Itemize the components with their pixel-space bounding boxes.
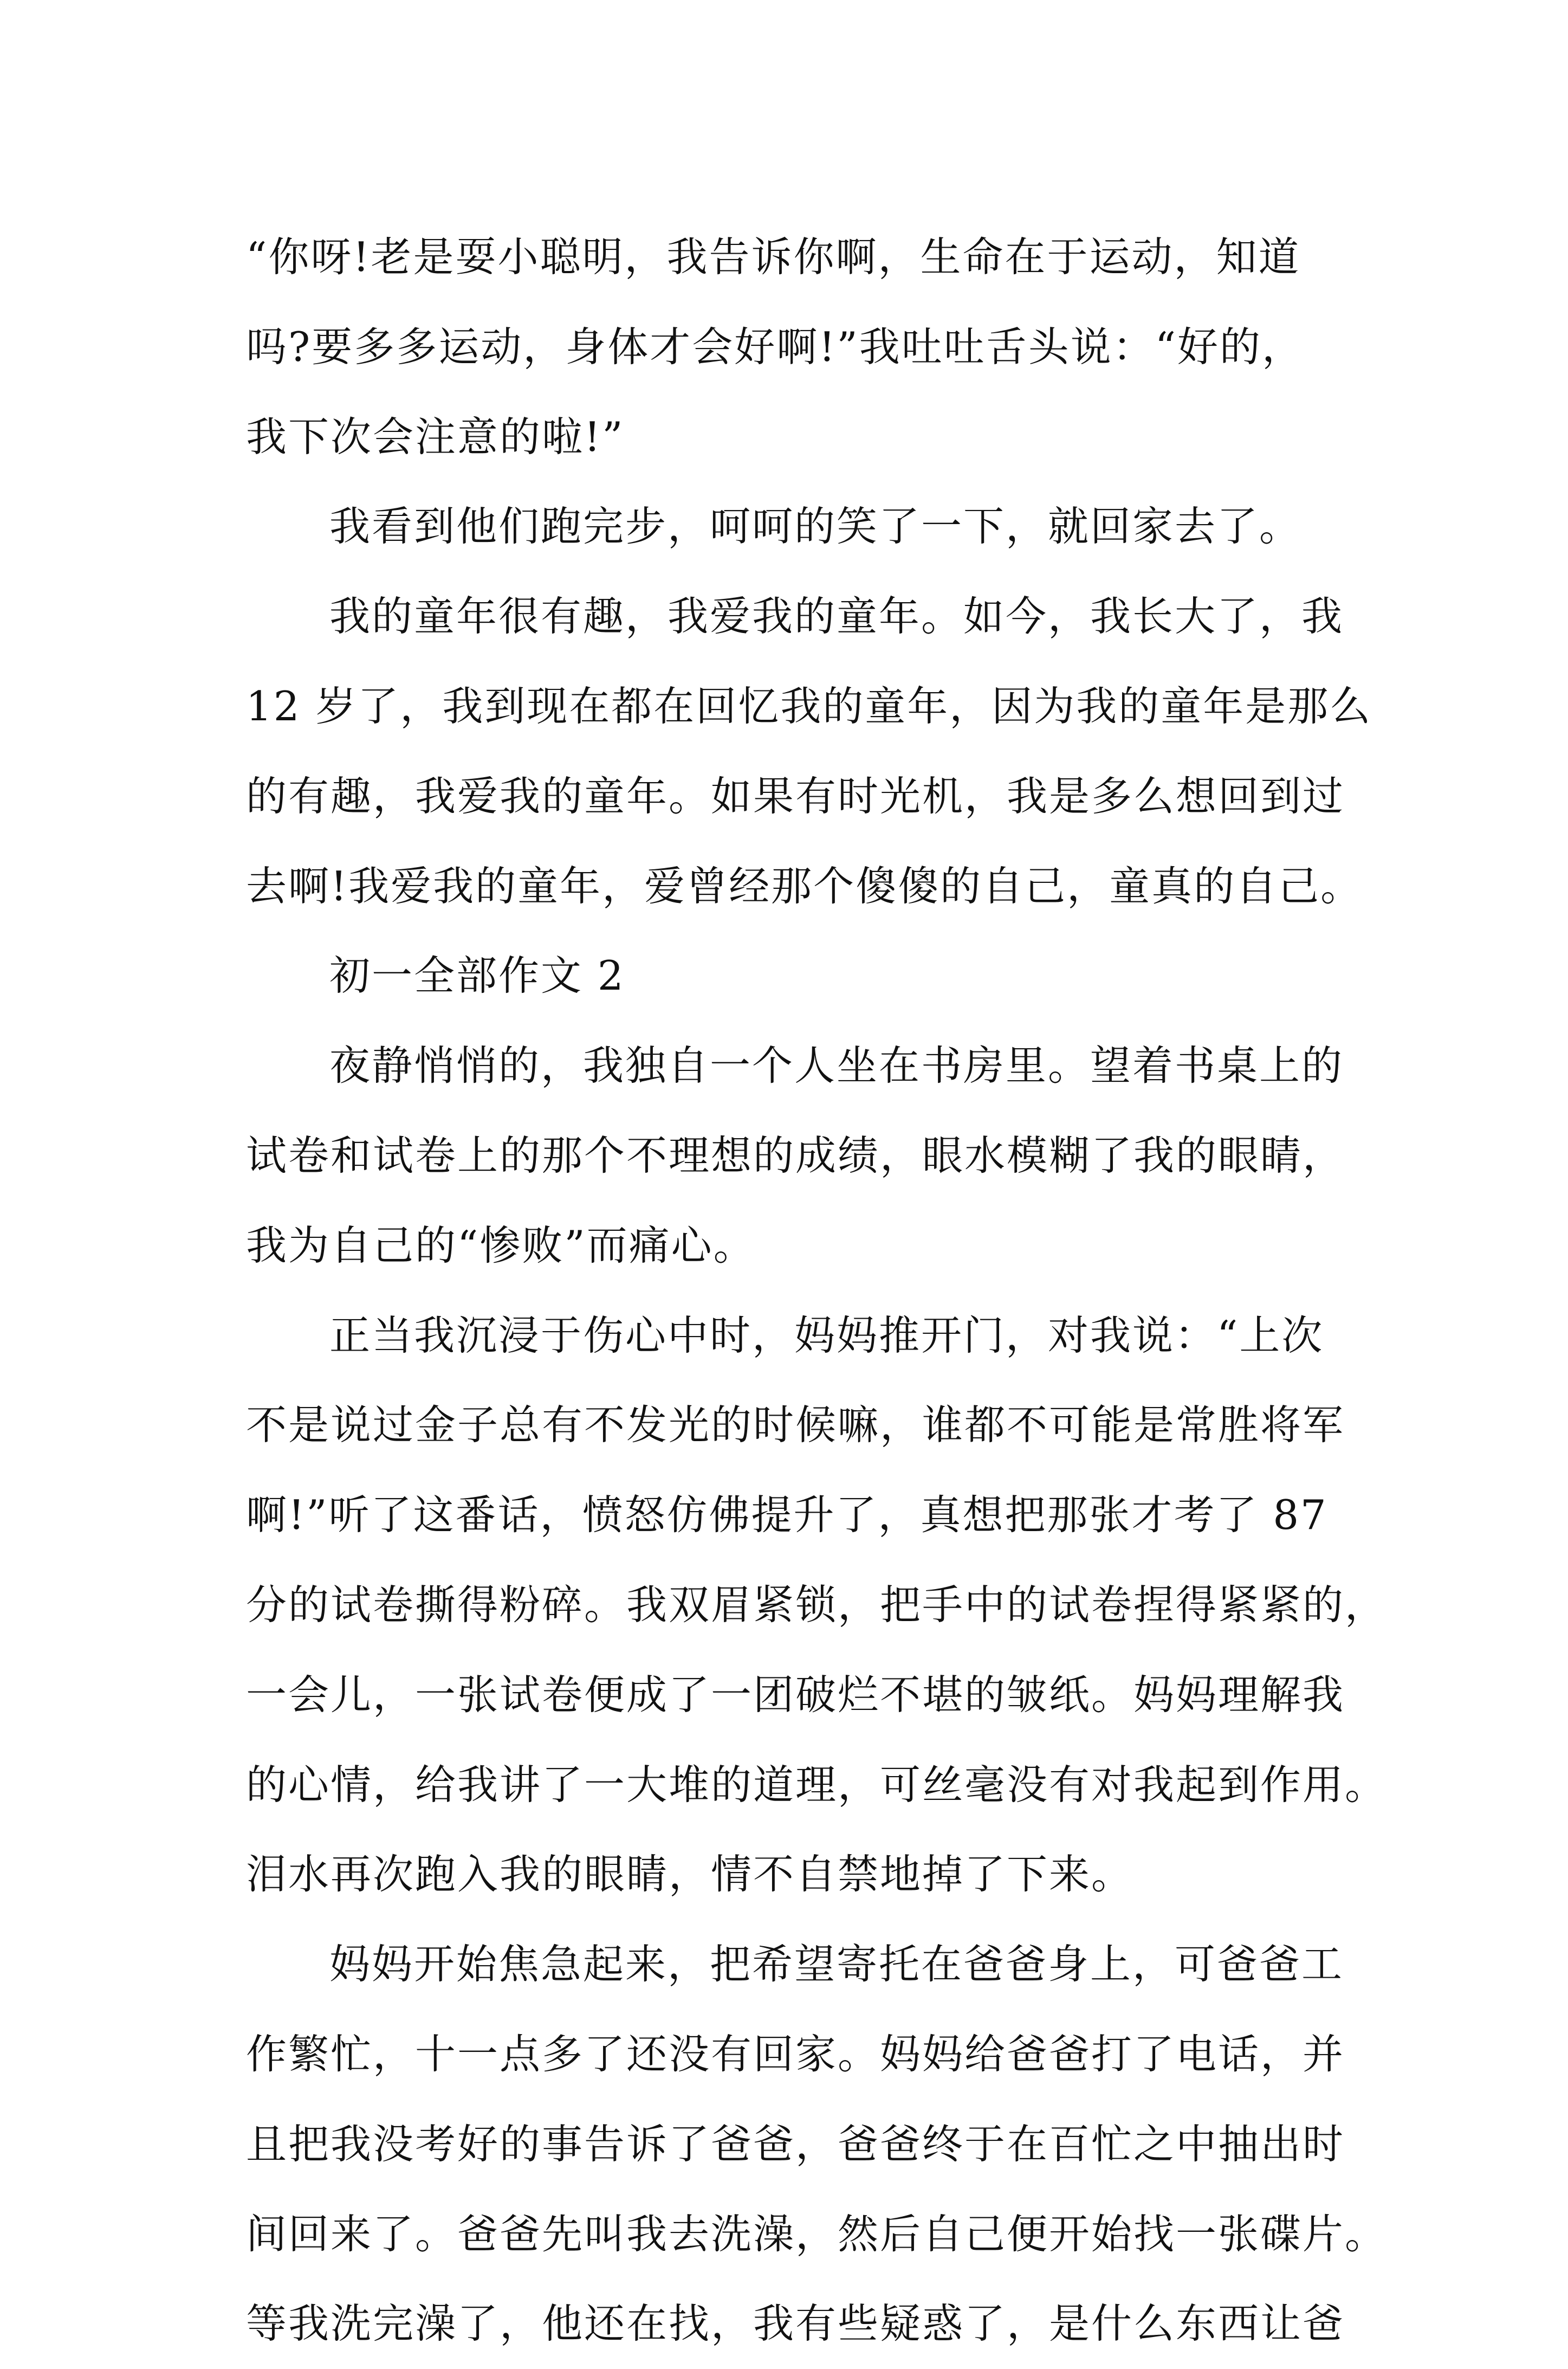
text-line: 正当我沉浸于伤心中时，妈妈推开门，对我说：“上次 <box>329 1311 1324 1359</box>
document-body <box>246 212 1388 2369</box>
text-line: 的心情，给我讲了一大堆的道理，可丝毫没有对我起到作用。 <box>246 1760 1388 1809</box>
text-line: 夜静悄悄的，我独自一个人坐在书房里。望着书桌上的 <box>329 1042 1344 1090</box>
text-line: 妈妈开始焦急起来，把希望寄托在爸爸身上，可爸爸工 <box>329 1940 1344 1989</box>
text-line: 我下次会注意的啦!” <box>246 412 625 461</box>
text-line: 分的试卷撕得粉碎。我双眉紧锁，把手中的试卷捏得紧紧的， <box>246 1580 1388 1629</box>
text-line: 作繁忙，十一点多了还没有回家。妈妈给爸爸打了电话，并 <box>246 2030 1345 2078</box>
text-line: 我看到他们跑完步，呵呵的笑了一下，就回家去了。 <box>329 502 1302 551</box>
text-line: 不是说过金子总有不发光的时候嘛，谁都不可能是常胜将军 <box>246 1401 1345 1449</box>
text-line: 我的童年很有趣，我爱我的童年。如今，我长大了，我 <box>329 592 1344 641</box>
text-line: 且把我没考好的事告诉了爸爸，爸爸终于在百忙之中抽出时 <box>246 2120 1345 2168</box>
text-line: 啊!”听了这番话，愤怒仿佛提升了，真想把那张才考了 87 <box>246 1491 1328 1539</box>
text-line: 等我洗完澡了，他还在找，我有些疑惑了，是什么东西让爸 <box>246 2300 1345 2348</box>
text-line: 泪水再次跑入我的眼睛，情不自禁地掉了下来。 <box>246 1850 1134 1899</box>
text-line: 去啊!我爱我的童年，爱曾经那个傻傻的自己，童真的自己。 <box>246 862 1363 910</box>
text-line: 12 岁了，我到现在都在回忆我的童年，因为我的童年是那么 <box>246 682 1372 730</box>
text-line: “你呀!老是耍小聪明，我告诉你啊，生命在于运动，知道 <box>246 233 1301 281</box>
text-line: 试卷和试卷上的那个不理想的成绩，眼水模糊了我的眼睛， <box>246 1131 1345 1179</box>
text-line: 一会儿，一张试卷便成了一团破烂不堪的皱纸。妈妈理解我 <box>246 1670 1345 1719</box>
text-line: 的有趣，我爱我的童年。如果有时光机，我是多么想回到过 <box>246 772 1345 820</box>
text-line: 间回来了。爸爸先叫我去洗澡，然后自己便开始找一张碟片。 <box>246 2210 1388 2258</box>
text-line: 我为自己的“惨败”而痛心。 <box>246 1221 756 1269</box>
text-line: 吗?要多多运动，身体才会好啊!”我吐吐舌头说：“好的， <box>246 322 1305 371</box>
section-heading: 初一全部作文 2 <box>329 952 625 1000</box>
